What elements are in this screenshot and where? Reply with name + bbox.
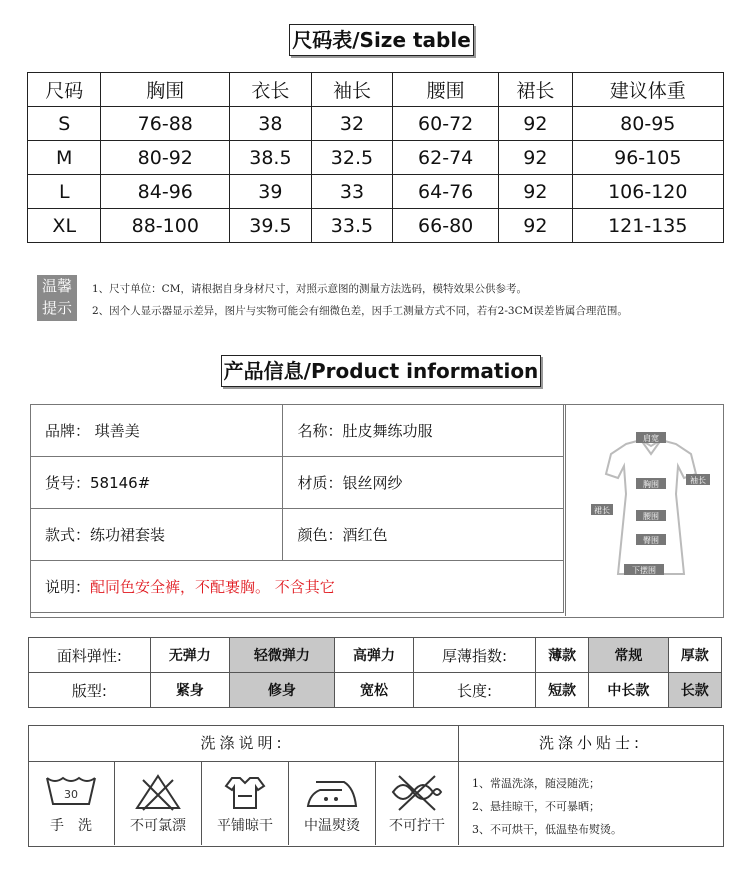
table-cell: XL	[28, 209, 101, 243]
tip-line: 2、因个人显示器显示差异，图片与实物可能会有细微色差，因手工测量方式不同，若有2-3CM误差皆属合理范围。	[92, 305, 628, 317]
header-cell: 尺码	[28, 73, 101, 107]
no-bleach-icon	[133, 772, 183, 812]
fit-label: 版型:	[29, 673, 151, 708]
elasticity-label: 面料弹性:	[29, 638, 151, 673]
header-cell: 衣长	[230, 73, 312, 107]
option-cell: 厚款	[668, 638, 722, 673]
table-cell: 80-92	[101, 141, 230, 175]
note-field	[31, 561, 564, 613]
table-cell: 33	[311, 175, 393, 209]
tips-badge-line: 温馨	[41, 277, 72, 295]
table-row	[28, 107, 724, 141]
table-cell: M	[28, 141, 101, 175]
name-field: 名称：肚皮舞练功服	[283, 405, 564, 457]
option-cell-selected: 长款	[668, 673, 722, 708]
wash-label: 平铺晾干	[217, 818, 273, 834]
table-row	[28, 209, 724, 243]
wash-tip: 2、悬挂晾干，不可暴晒；	[472, 800, 600, 813]
table-cell: 60-72	[393, 107, 499, 141]
option-cell: 薄款	[535, 638, 588, 673]
table-cell: 121-135	[572, 209, 723, 243]
dress-outline-icon	[566, 404, 723, 616]
product-info-table	[30, 404, 564, 613]
option-cell-selected: 修身	[229, 673, 334, 708]
table-header-row	[28, 73, 724, 107]
table-cell: 32.5	[311, 141, 393, 175]
table-cell: 62-74	[393, 141, 499, 175]
table-cell: 92	[499, 107, 572, 141]
table-row	[31, 561, 564, 613]
iron-icon	[302, 772, 362, 812]
table-cell: 84-96	[101, 175, 230, 209]
wash-label: 中温熨烫	[304, 818, 360, 834]
table-cell: 88-100	[101, 209, 230, 243]
table-cell: 96-105	[572, 141, 723, 175]
table-row	[29, 673, 722, 708]
header-cell: 建议体重	[572, 73, 723, 107]
option-cell: 无弹力	[150, 638, 229, 673]
table-row	[31, 457, 564, 509]
header-cell: 袖长	[311, 73, 393, 107]
diagram-label: 胸围	[643, 480, 659, 489]
no-wring-icon	[387, 772, 447, 812]
color-field: 颜色：酒红色	[283, 509, 564, 561]
no-bleach-cell	[115, 762, 202, 845]
table-cell: 92	[499, 175, 572, 209]
wash-label: 不可氯漂	[130, 818, 186, 834]
length-label: 长度:	[414, 673, 536, 708]
table-cell: 64-76	[393, 175, 499, 209]
wash-tip: 3、不可烘干，低温垫布熨烫。	[472, 823, 622, 836]
note-label: 说明：	[45, 578, 91, 596]
diagram-label: 肩宽	[643, 434, 659, 443]
diagram-label: 下摆围	[632, 566, 656, 575]
table-cell: 39.5	[230, 209, 312, 243]
wash-temperature: 30	[64, 788, 78, 801]
hand-wash-cell	[28, 762, 115, 845]
option-cell: 高弹力	[334, 638, 413, 673]
washing-tips-title: 洗涤小贴士:	[459, 725, 723, 762]
tip-line: 1、尺寸单位：CM，请根据自身身材尺寸，对照示意图的测量方法选码，模特效果公供参考。	[92, 283, 527, 295]
diagram-label: 袖长	[690, 476, 706, 485]
table-cell: 32	[311, 107, 393, 141]
option-cell: 紧身	[150, 673, 229, 708]
table-row	[31, 405, 564, 457]
diagram-label: 臀围	[643, 536, 659, 545]
option-cell-selected: 常规	[589, 638, 668, 673]
no-wring-cell	[376, 762, 459, 845]
item-number-field: 货号：58146#	[31, 457, 283, 509]
table-cell: 76-88	[101, 107, 230, 141]
header-cell: 裙长	[499, 73, 572, 107]
medium-iron-cell	[289, 762, 376, 845]
tips-badge-line: 提示	[41, 299, 72, 317]
measurement-diagram	[565, 404, 723, 616]
option-cell: 宽松	[334, 673, 413, 708]
table-row	[28, 175, 724, 209]
size-table	[27, 72, 724, 243]
table-cell: 80-95	[572, 107, 723, 141]
table-cell: 38	[230, 107, 312, 141]
table-row	[31, 509, 564, 561]
option-cell: 中长款	[589, 673, 668, 708]
fabric-attributes-table	[28, 637, 722, 708]
table-cell: S	[28, 107, 101, 141]
table-cell: 92	[499, 141, 572, 175]
style-field: 款式：练功裙套装	[31, 509, 283, 561]
header-cell: 胸围	[101, 73, 230, 107]
wash-label: 手 洗	[50, 818, 92, 834]
diagram-label: 腰围	[643, 512, 659, 521]
table-row	[29, 638, 722, 673]
table-cell: 106-120	[572, 175, 723, 209]
table-cell: 33.5	[311, 209, 393, 243]
material-field: 材质：银丝网纱	[283, 457, 564, 509]
washing-title: 洗涤说明:	[28, 725, 459, 762]
option-cell: 短款	[535, 673, 588, 708]
wash-tip: 1、常温洗涤，随浸随洗；	[472, 777, 600, 790]
flat-dry-icon	[220, 772, 270, 812]
hand-wash-icon	[41, 772, 101, 812]
size-table-title: 尺码表/Size table	[289, 24, 474, 56]
header-cell: 腰围	[393, 73, 499, 107]
note-warning: 配同色安全裤，不配裹胸。 不含其它	[90, 578, 335, 596]
tips-badge	[37, 275, 77, 321]
table-cell: 66-80	[393, 209, 499, 243]
product-info-title: 产品信息/Product information	[221, 355, 541, 387]
table-row	[28, 141, 724, 175]
table-cell: 38.5	[230, 141, 312, 175]
brand-field: 品牌： 琪善美	[31, 405, 283, 457]
table-cell: 92	[499, 209, 572, 243]
flat-dry-cell	[202, 762, 289, 845]
table-cell: L	[28, 175, 101, 209]
table-cell: 39	[230, 175, 312, 209]
thickness-label: 厚薄指数:	[414, 638, 536, 673]
diagram-label: 裙长	[594, 506, 610, 515]
option-cell-selected: 轻微弹力	[229, 638, 334, 673]
wash-label: 不可拧干	[389, 818, 445, 834]
